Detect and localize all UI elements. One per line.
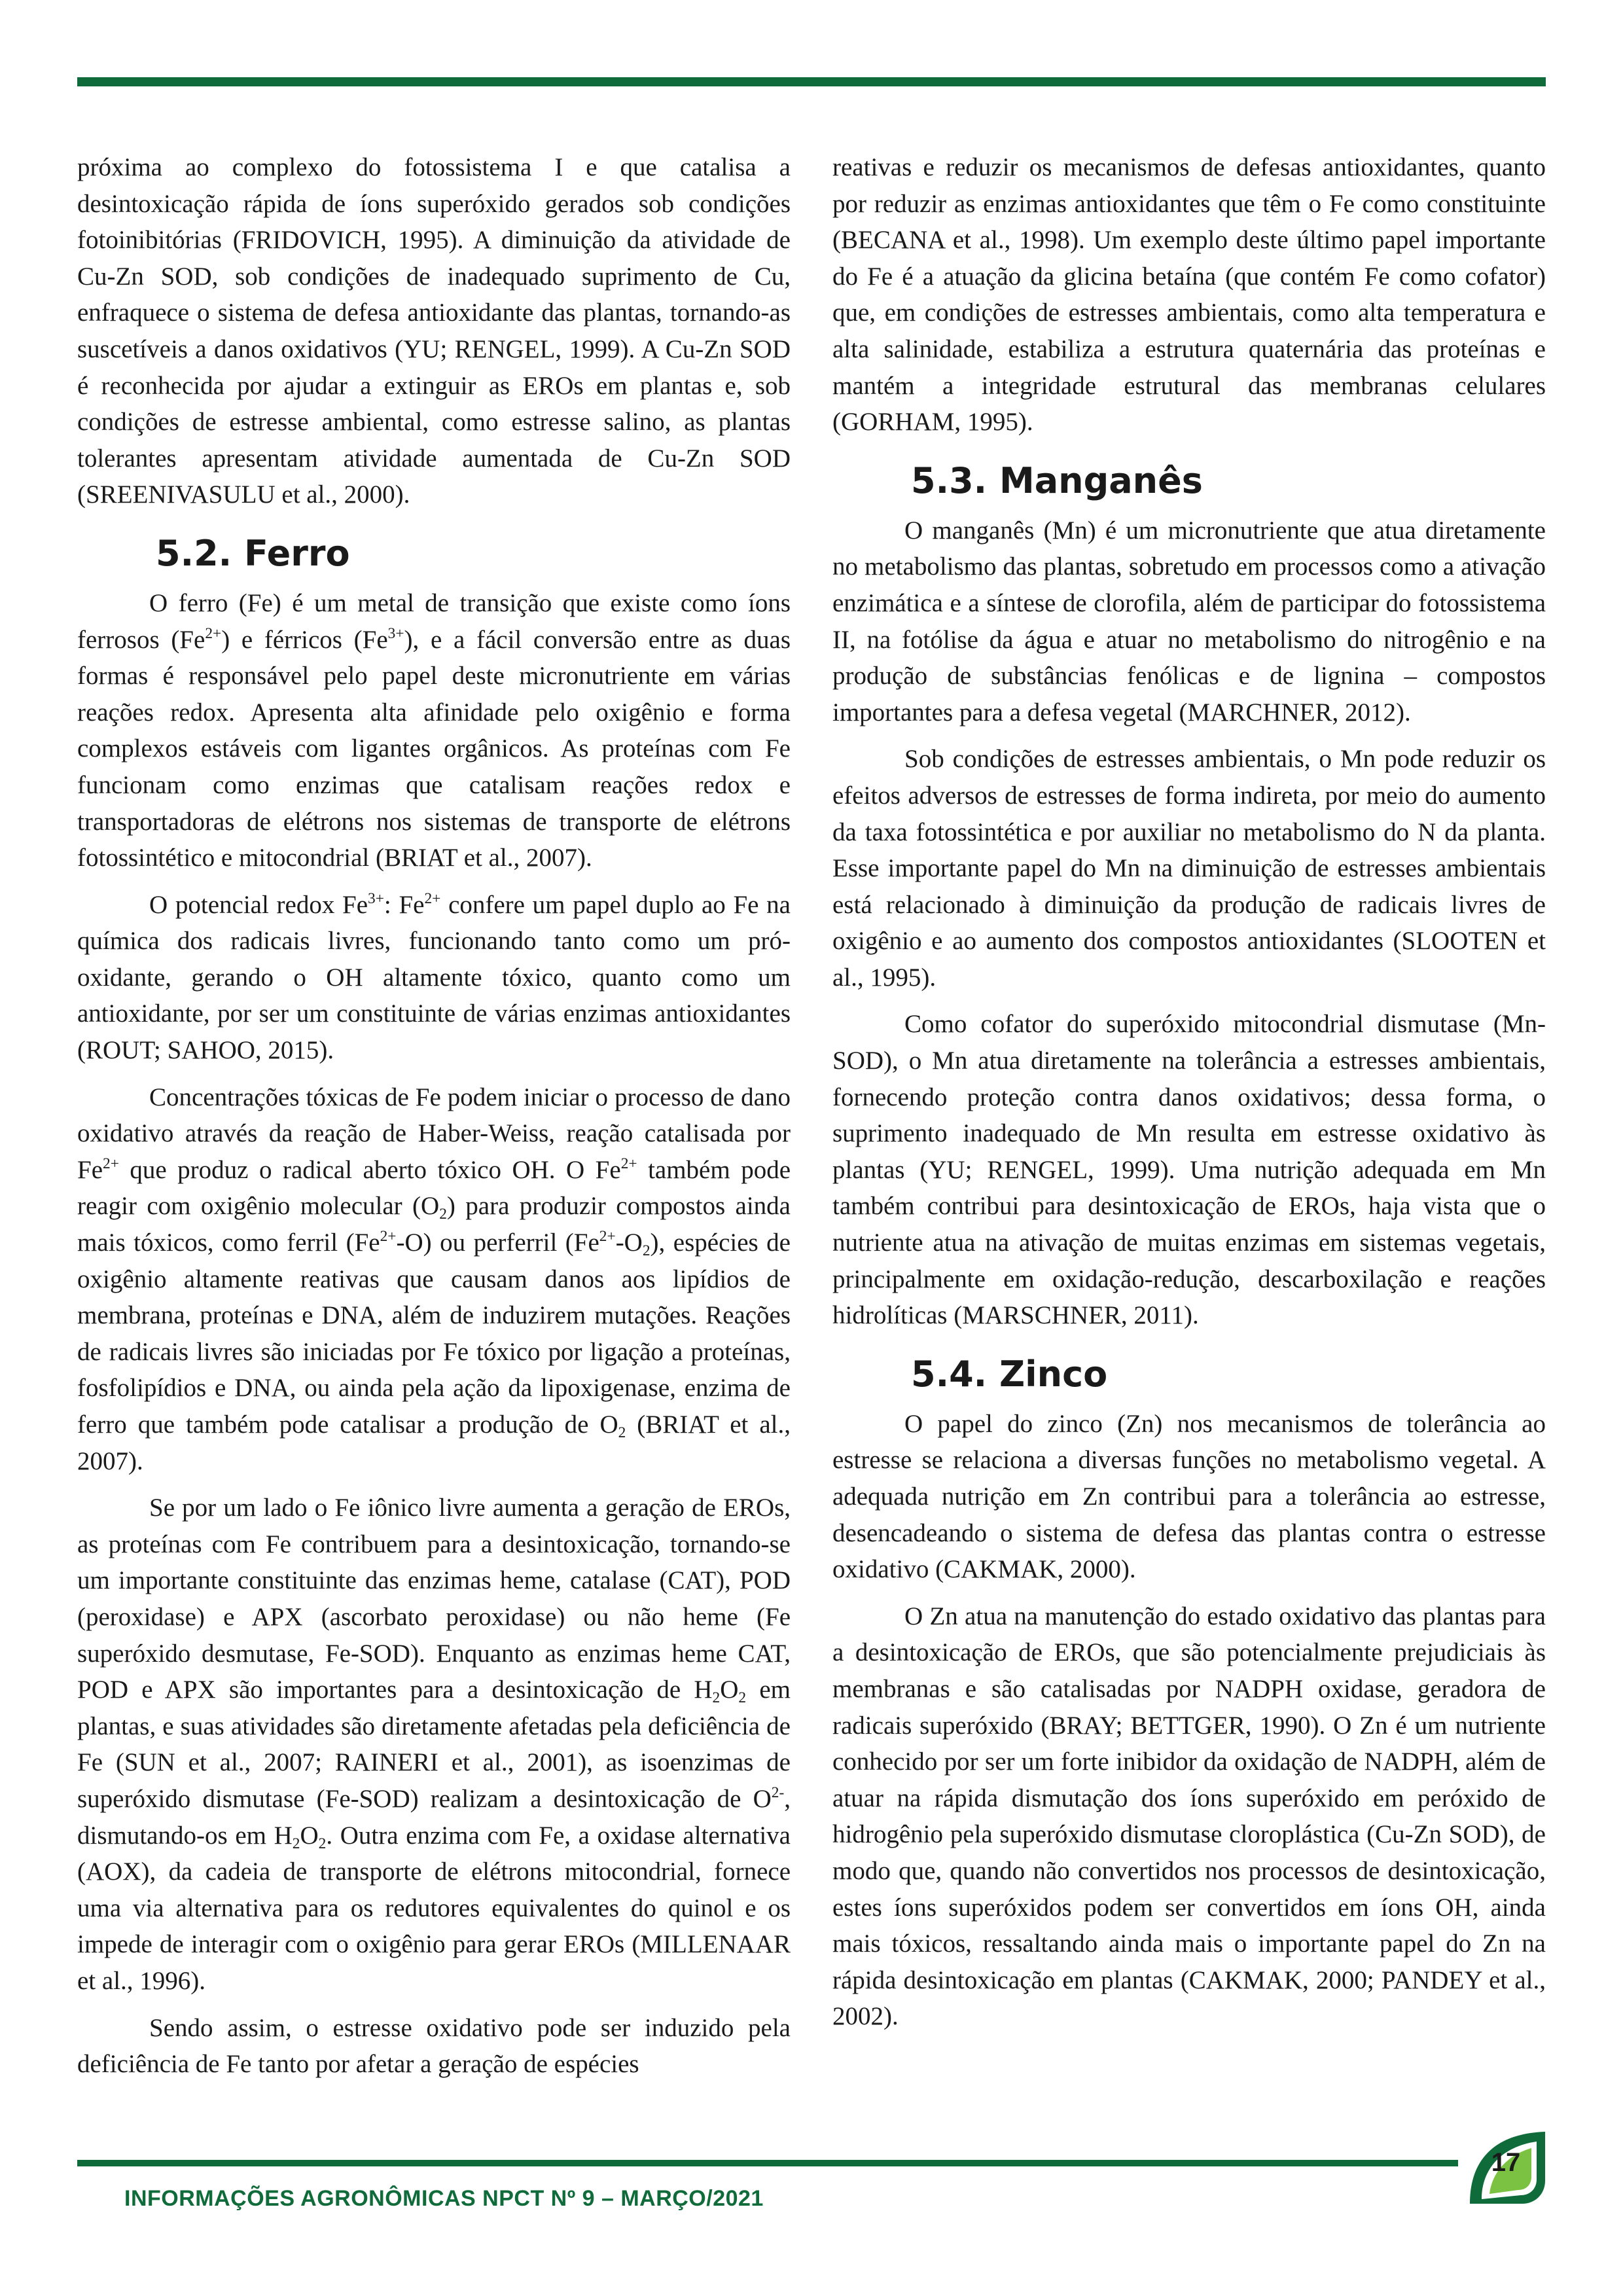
section-heading-ferro: 5.2. Ferro (156, 532, 350, 574)
paragraph: O ferro (Fe) é um metal de transição que existe como íons ferrosos $(Fe^{2+})$ e férricos $(Fe^{3+})$, e a fácil conversão entre as duas formas é responsável pelo papel deste micronutriente em várias reações redox. Apresenta alta afinidade pelo oxigênio e forma complexos estáveis com ligantes orgânicos. As proteínas com Fe funcionam como enzimas que catalisam reações redox e transportadoras de elétrons nos sistemas de transporte de elétrons fotossintético e mitocondrial (BRIAT et al., 2007). (77, 588, 791, 872)
paragraph: O papel do zinco (Zn) nos mecanismos de tolerância ao estresse se relaciona a diversas funções no metabolismo vegetal. A adequada nutrição em Zn contribui para a tolerância ao estresse, desencadeando o sistema de defesa das plantas contra o estresse oxidativo (CAKMAK, 2000). (832, 1409, 1546, 1584)
right-column (832, 149, 1546, 2045)
paragraph: O potencial redox $Fe^{3+}$: $Fe^{2+}$ confere um papel duplo ao Fe na química dos radicais livres, funcionando tanto como um pró-oxidante, gerando o OH altamente tóxico, quanto como um antioxidante, por ser um constituinte de várias enzimas antioxidantes (ROUT; SAHOO, 2015). (77, 889, 791, 1065)
page-number: 17 (1491, 2148, 1521, 2177)
section-heading-zinco: 5.4. Zinco (911, 1353, 1108, 1395)
left-column (77, 149, 791, 2093)
paragraph: O manganês (Mn) é um micronutriente que atua diretamente no metabolismo das plantas, sobretudo em processos como a ativação enzimática e a síntese de clorofila, além de participar do fotossistema II, na fotólise da água e atuar no metabolismo do nitrogênio e na produção de substâncias fenólicas e de lignina – compostos importantes para a defesa vegetal (MARCHNER, 2012). (832, 516, 1546, 726)
paragraph: próxima ao complexo do fotossistema I e que catalisa a desintoxicação rápida de íons superóxido gerados sob condições fotoinibitórias (FRIDOVICH, 1995). A diminuição da atividade de Cu-Zn SOD, sob condições de inadequado suprimento de Cu, enfraquece o sistema de defesa antioxidante das plantas, tornando-as suscetíveis a danos oxidativos (YU; RENGEL, 1999). A Cu-Zn SOD é reconhecida por ajudar a extinguir as EROs em plantas e, sob condições de estresse ambiental, como estresse salino, as plantas tolerantes apresentam atividade aumentada de Cu-Zn SOD (SREENIVASULU et al., 2000). (77, 153, 791, 509)
paragraph: O Zn atua na manutenção do estado oxidativo das plantas para a desintoxicação de EROs, que são potencialmente prejudiciais às membranas e são catalisadas por NADPH oxidase, geradora de radicais superóxido (BRAY; BETTGER, 1990). O Zn é um nutriente conhecido por ser um forte inibidor da oxidação de NADPH, além de atuar na rápida dismutação dos íons superóxido em peróxido de hidrogênio pela superóxido dismutase cloroplástica (Cu-Zn SOD), de modo que, quando não convertidos nos processos de desintoxicação, estes íons superóxidos podem ser convertidos em íons OH, ainda mais tóxicos, ressaltando ainda mais o importante papel do Zn na rápida desintoxicação em plantas (CAKMAK, 2000; PANDEY et al., 2002). (832, 1602, 1546, 2031)
journal-footer: INFORMAÇÕES AGRONÔMICAS NPCT Nº 9 – MARÇO/2021 (124, 2186, 764, 2211)
paragraph: Sob condições de estresses ambientais, o Mn pode reduzir os efeitos adversos de estresses de forma indireta, por meio do aumento da taxa fotossintética e por auxiliar no metabolismo do N da planta. Esse importante papel do Mn na diminuição de estresses ambientais está relacionado à diminuição da produção de radicais livres de oxigênio e ao aumento dos compostos antioxidantes (SLOOTEN et al., 1995). (832, 745, 1546, 992)
paragraph: Sendo assim, o estresse oxidativo pode ser induzido pela deficiência de Fe tanto por afetar a geração de espécies (77, 2013, 791, 2079)
bottom-rule (77, 2160, 1458, 2166)
paragraph: Concentrações tóxicas de Fe podem iniciar o processo de dano oxidativo através da reação de Haber-Weiss, reação catalisada por $Fe^{2+}$ que produz o radical aberto tóxico OH. O $Fe^{2+}$ também pode reagir com oxigênio molecular $(O_2)$ para produzir compostos ainda mais tóxicos, como ferril $(Fe^{2+}-O)$ ou perferril $(Fe^{2+}-O_2)$, espécies de oxigênio altamente reativas que causam danos aos lipídios de membrana, proteínas e DNA, além de induzirem mutações. Reações de radicais livres são iniciadas por Fe tóxico por ligação a proteínas, fosfolipídios e DNA, ou ainda pela ação da lipoxigenase, enzima de ferro que também pode catalisar a produção de $O_2$ (BRIAT et al., 2007). (77, 1083, 791, 1475)
top-rule (77, 77, 1546, 86)
section-heading-manganes: 5.3. Manganês (911, 459, 1203, 501)
paragraph: Se por um lado o Fe iônico livre aumenta a geração de EROs, as proteínas com Fe contribuem para a desintoxicação, tornando-se um importante constituinte das enzimas heme, catalase (CAT), POD (peroxidase) e APX (ascorbato peroxidase) ou não heme (Fe superóxido desmutase, Fe-SOD). Enquanto as enzimas heme CAT, POD e APX são importantes para a desintoxicação de $H_2O_2$ em plantas, e suas atividades são diretamente afetadas pela deficiência de Fe (SUN et al., 2007; RAINERI et al., 2001), as isoenzimas de superóxido dismutase (Fe-SOD) realizam a desintoxicação de $O^{2-}$, dismutando-os em $H_2O_2$. Outra enzima com Fe, a oxidase alternativa (AOX), da cadeia de transporte de elétrons mitocondrial, fornece uma via alternativa para os redutores equivalentes do quinol e os impede de interagir com o oxigênio para gerar EROs (MILLENAAR et al., 1996). (77, 1494, 791, 1995)
paragraph: reativas e reduzir os mecanismos de defesas antioxidantes, quanto por reduzir as enzimas antioxidantes que têm o Fe como constituinte (BECANA et al., 1998). Um exemplo deste último papel importante do Fe é a atuação da glicina betaína (que contém Fe como cofator) que, em condições de estresses ambientais, como alta temperatura e alta salinidade, estabiliza a estrutura quaternária das proteínas e mantém a integridade estrutural das membranas celulares (GORHAM, 1995). (832, 153, 1546, 437)
paragraph: Como cofator do superóxido mitocondrial dismutase (Mn-SOD), o Mn atua diretamente na tolerância a estresses ambientais, fornecendo proteção contra danos oxidativos; dessa forma, o suprimento inadequado de Mn resulta em estresse oxidativo às plantas (YU; RENGEL, 1999). Uma nutrição adequada em Mn também contribui para desintoxicação de EROs, haja vista que o nutriente atua na ativação de muitas enzimas em sistemas vegetais, principalmente em oxidação-redução, descarboxilação e reações hidrolíticas (MARSCHNER, 2011). (832, 1010, 1546, 1330)
